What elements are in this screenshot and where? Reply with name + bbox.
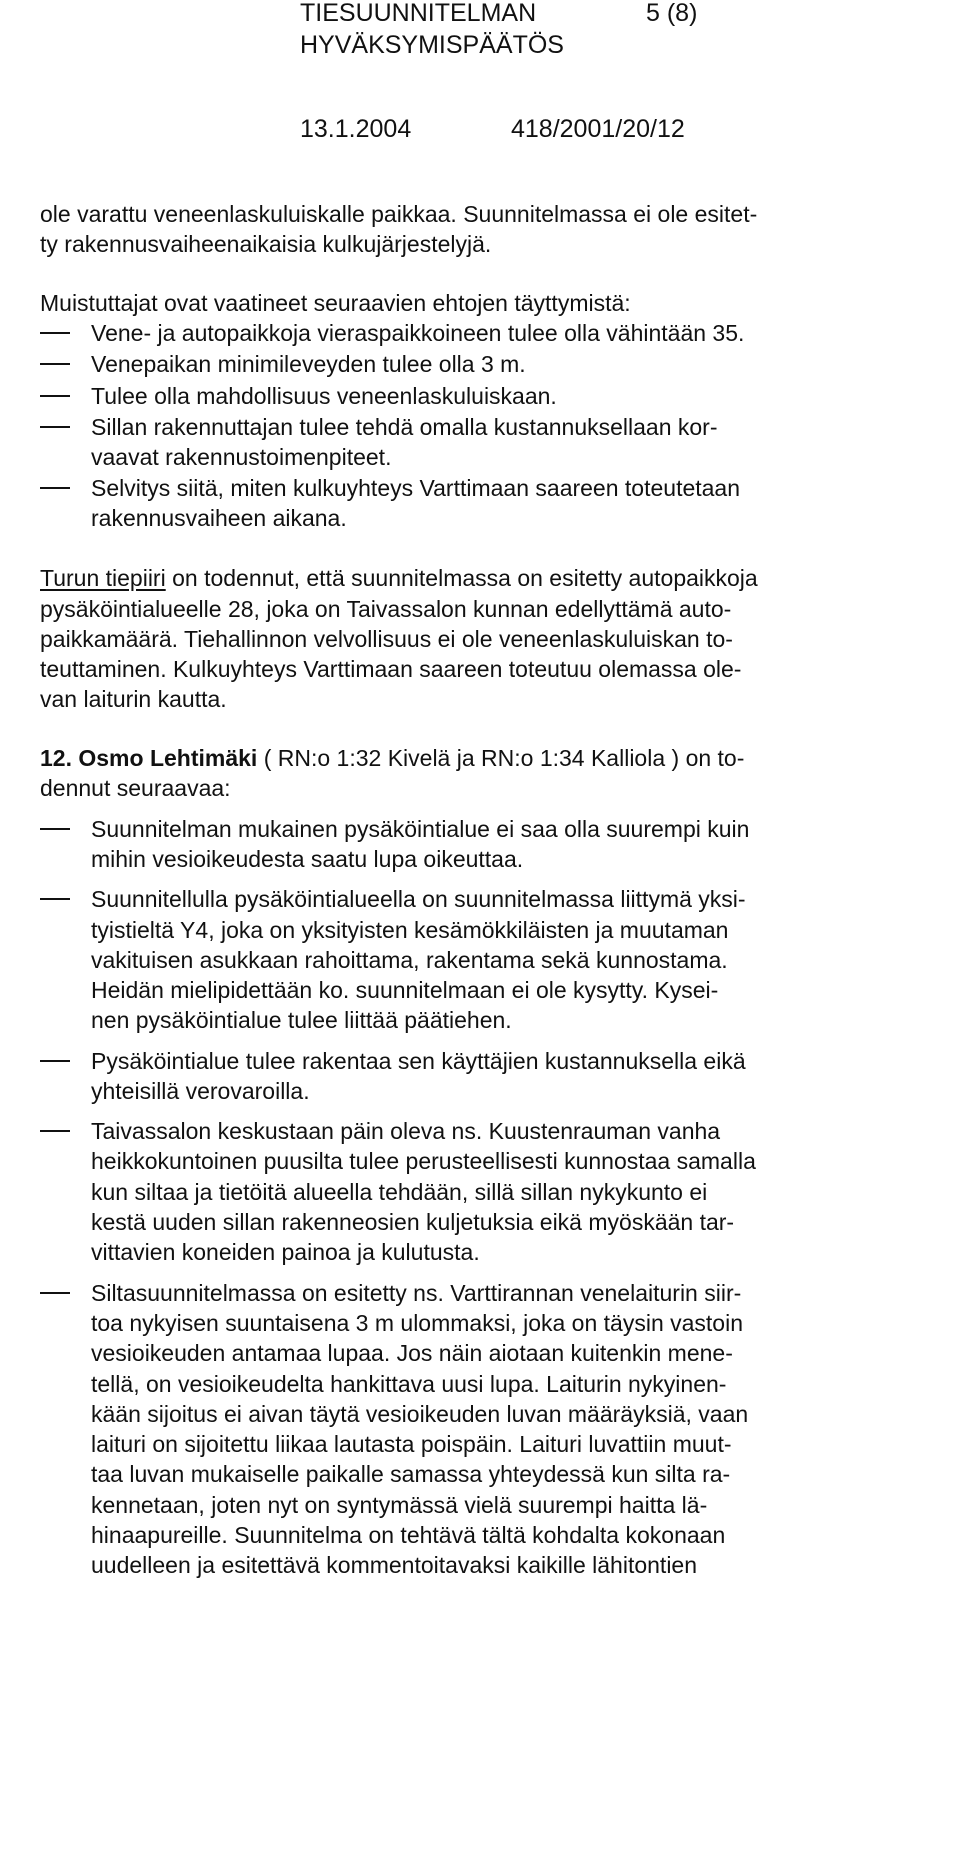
paragraph-line: teuttaminen. Kulkuyhteys Varttimaan saareen toteutuu olemassa ole- — [40, 656, 742, 682]
item-number: 12. — [40, 745, 72, 771]
dash-bullet — [40, 363, 70, 365]
dash-bullet — [40, 1130, 70, 1132]
paragraph-line: dennut seuraavaa: — [40, 775, 231, 801]
list-item-line: Siltasuunnitelmassa on esitetty ns. Varttirannan venelaiturin siir- — [91, 1280, 742, 1306]
list-item-line: yhteisillä verovaroilla. — [91, 1078, 310, 1104]
list-item-line: kun siltaa ja tietöitä alueella tehdään, sillä sillan nykykunto ei — [91, 1179, 708, 1205]
paragraph-line: Muistuttajat ovat vaatineet seuraavien ehtojen täyttymistä: — [40, 290, 631, 316]
list-item-line: Suunnitelman mukainen pysäköintialue ei saa olla suurempi kuin — [91, 816, 750, 842]
doc-title-line-1: TIESUUNNITELMAN — [300, 0, 537, 27]
list-item-line: Sillan rakennuttajan tulee tehdä omalla kustannuksellaan kor- — [91, 414, 718, 440]
list-item-line: heikkokuntoinen puusilta tulee perusteellisesti kunnostaa samalla — [91, 1148, 756, 1174]
paragraph-line: ole varattu veneenlaskuluiskalle paikkaa. Suunnitelmassa ei ole esitet- — [40, 201, 758, 227]
paragraph-line — [40, 742, 744, 774]
list-item-line: laituri on sijoitettu liikaa lautasta poispäin. Laituri luvattiin muut- — [91, 1431, 732, 1457]
paragraph-line — [40, 562, 758, 594]
dash-bullet — [40, 1292, 70, 1294]
list-item-line: vakituisen asukkaan rahoittama, rakentama sekä kunnostama. — [91, 947, 728, 973]
list-item-line: tyistieltä Y4, joka on yksityisten kesämökkiläisten ja muutaman — [91, 917, 729, 943]
list-item-line: Pysäköintialue tulee rakentaa sen käyttäjien kustannuksella eikä — [91, 1048, 746, 1074]
dash-bullet — [40, 487, 70, 489]
paragraph-text: on todennut, että suunnitelmassa on esitetty autopaikkoja — [165, 565, 758, 591]
list-item-line: kennetaan, joten nyt on syntymässä vielä suurempi haitta lä- — [91, 1492, 708, 1518]
list-item-line: Vene- ja autopaikkoja vieraspaikkoineen tulee olla vähintään 35. — [91, 320, 745, 346]
dash-bullet — [40, 332, 70, 334]
dash-bullet — [40, 898, 70, 900]
underlined-party-name: Turun tiepiiri — [40, 565, 166, 591]
list-item-line: uudelleen ja esitettävä kommentoitavaksi kaikille lähitontien — [91, 1552, 698, 1578]
list-item-line: Heidän mielipidettään ko. suunnitelmaan ei ole kysytty. Kysei- — [91, 977, 719, 1003]
list-item-line: kestä uuden sillan rakenneosien kuljetuksia eikä myöskään tar- — [91, 1209, 735, 1235]
list-item-line: tellä, on vesioikeudelta hankittava uusi lupa. Laiturin nykyinen- — [91, 1371, 727, 1397]
dash-bullet — [40, 426, 70, 428]
list-item-line: rakennusvaiheen aikana. — [91, 505, 347, 531]
paragraph-line: van laiturin kautta. — [40, 686, 227, 712]
list-item-line: Tulee olla mahdollisuus veneenlaskuluiskaan. — [91, 383, 557, 409]
doc-reference: 418/2001/20/12 — [511, 115, 685, 143]
paragraph-line: paikkamäärä. Tiehallinnon velvollisuus ei ole veneenlaskuluiskan to- — [40, 626, 733, 652]
list-item-line: hinaapureille. Suunnitelma on tehtävä tältä kohdalta kokonaan — [91, 1522, 726, 1548]
dash-bullet — [40, 395, 70, 397]
list-item-line: toa nykyisen suuntaisena 3 m ulommaksi, joka on täysin vastoin — [91, 1310, 743, 1336]
list-item-line: vittavien koneiden painoa ja kulutusta. — [91, 1239, 480, 1265]
paragraph-text: ( RN:o 1:32 Kivelä ja RN:o 1:34 Kalliola ) on to- — [257, 745, 745, 771]
list-item-line: vesioikeuden antamaa lupaa. Jos näin aiotaan kuitenkin mene- — [91, 1340, 733, 1366]
objector-name: Osmo Lehtimäki — [78, 745, 258, 771]
list-item-line: Venepaikan minimileveyden tulee olla 3 m. — [91, 351, 526, 377]
list-item-line: kään sijoitus ei aivan täytä vesioikeuden luvan määräyksiä, vaan — [91, 1401, 749, 1427]
list-item-line: Selvitys siitä, miten kulkuyhteys Varttimaan saareen toteutetaan — [91, 475, 741, 501]
paragraph-line: ty rakennusvaiheenaikaisia kulkujärjestelyjä. — [40, 231, 492, 257]
list-item-line: nen pysäköintialue tulee liittää päätiehen. — [91, 1007, 512, 1033]
dash-bullet — [40, 828, 70, 830]
doc-title-line-2: HYVÄKSYMISPÄÄTÖS — [300, 31, 564, 59]
list-item-line: Suunnitellulla pysäköintialueella on suunnitelmassa liittymä yksi- — [91, 886, 746, 912]
page-number: 5 (8) — [646, 0, 698, 27]
list-item-line: mihin vesioikeudesta saatu lupa oikeuttaa. — [91, 846, 524, 872]
doc-date: 13.1.2004 — [300, 115, 412, 143]
dash-bullet — [40, 1060, 70, 1062]
list-item-line: vaavat rakennustoimenpiteet. — [91, 444, 392, 470]
list-item-line: Taivassalon keskustaan päin oleva ns. Kuustenrauman vanha — [91, 1118, 721, 1144]
paragraph-line: pysäköintialueelle 28, joka on Taivassalon kunnan edellyttämä auto- — [40, 596, 732, 622]
list-item-line: taa luvan mukaiselle paikalle samassa yhteydessä kun silta ra- — [91, 1461, 731, 1487]
